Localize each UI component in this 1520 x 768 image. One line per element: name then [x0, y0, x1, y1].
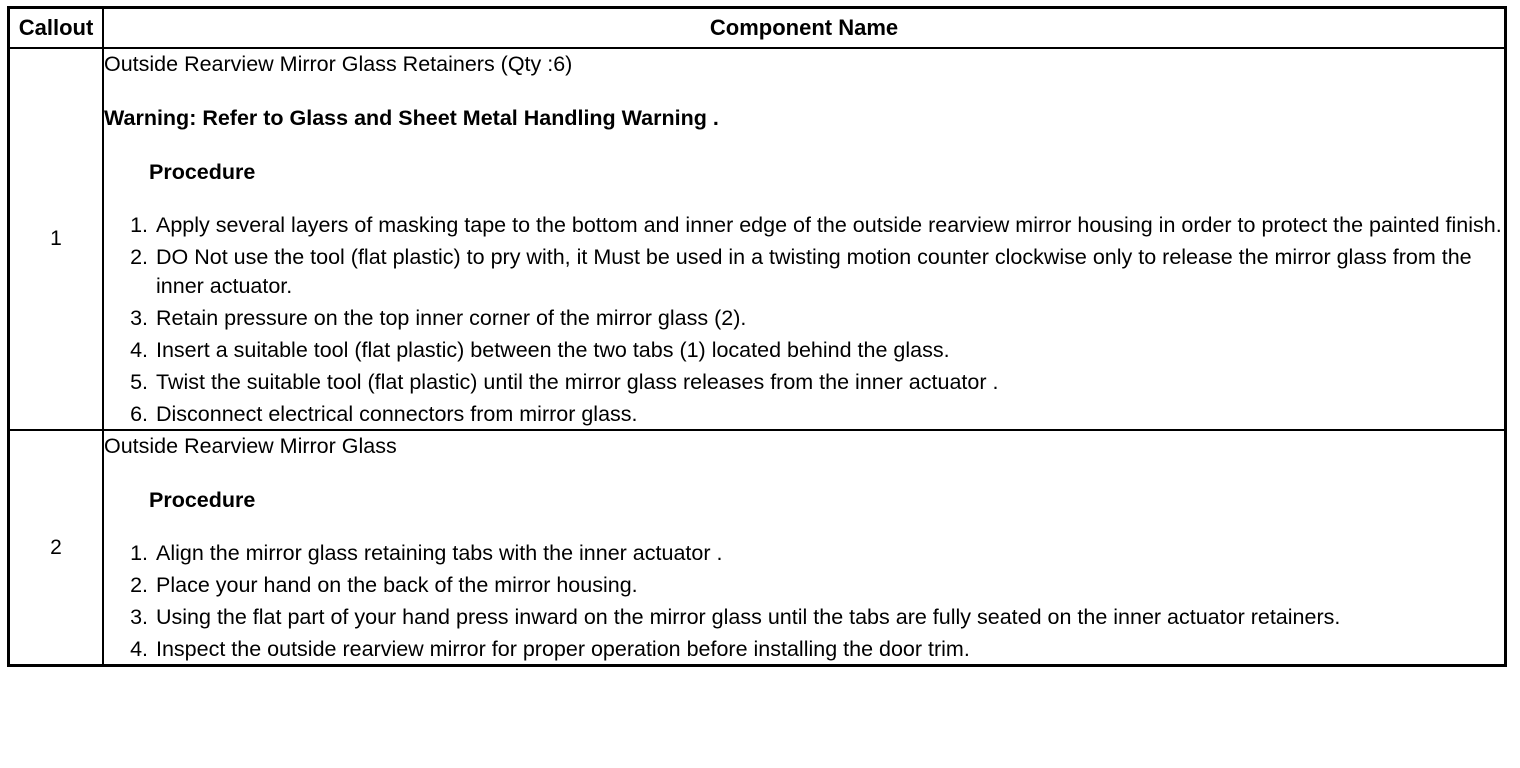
procedure-step: 5. Twist the suitable tool (flat plastic) until the mirror glass releases from the inner actuator .: [154, 368, 1504, 397]
callout-table: [7, 6, 1507, 667]
procedure-step: 3. Retain pressure on the top inner corner of the mirror glass (2).: [154, 304, 1504, 333]
procedure-step: 6. Disconnect electrical connectors from mirror glass.: [154, 400, 1504, 429]
component-title: Outside Rearview Mirror Glass: [104, 434, 397, 458]
component-name-column-header: Component Name: [103, 8, 1506, 49]
procedure-step: 2. DO Not use the tool (flat plastic) to pry with, it Must be used in a twisting motion counter clockwise only to release the mirror glass from the inner actuator.: [154, 243, 1504, 301]
procedure-heading: Procedure: [149, 488, 256, 512]
table-header-row: [9, 8, 1506, 49]
component-title: Outside Rearview Mirror Glass Retainers (Qty :6): [104, 52, 573, 76]
procedure-step: 1. Align the mirror glass retaining tabs with the inner actuator .: [154, 539, 1504, 568]
procedure-heading: Procedure: [149, 160, 256, 184]
procedure-step: 4. Insert a suitable tool (flat plastic) between the two tabs (1) located behind the glass.: [154, 336, 1504, 365]
procedure-steps: [104, 211, 1504, 429]
warning-text: Warning: Refer to Glass and Sheet Metal Handling Warning .: [104, 106, 719, 130]
component-cell: [103, 430, 1506, 666]
procedure-steps: [104, 539, 1504, 664]
callout-column-header: Callout: [9, 8, 104, 49]
callout-number: 2: [9, 430, 104, 666]
table-row: [9, 48, 1506, 430]
procedure-step: 4. Inspect the outside rearview mirror for proper operation before installing the door trim.: [154, 635, 1504, 664]
procedure-step: 3. Using the flat part of your hand press inward on the mirror glass until the tabs are fully seated on the inner actuator retainers.: [154, 603, 1504, 632]
procedure-step: 1. Apply several layers of masking tape to the bottom and inner edge of the outside rearview mirror housing in order to protect the painted finish.: [154, 211, 1504, 240]
component-cell: [103, 48, 1506, 430]
table-row: [9, 430, 1506, 666]
procedure-step: 2. Place your hand on the back of the mirror housing.: [154, 571, 1504, 600]
callout-number: 1: [9, 48, 104, 430]
